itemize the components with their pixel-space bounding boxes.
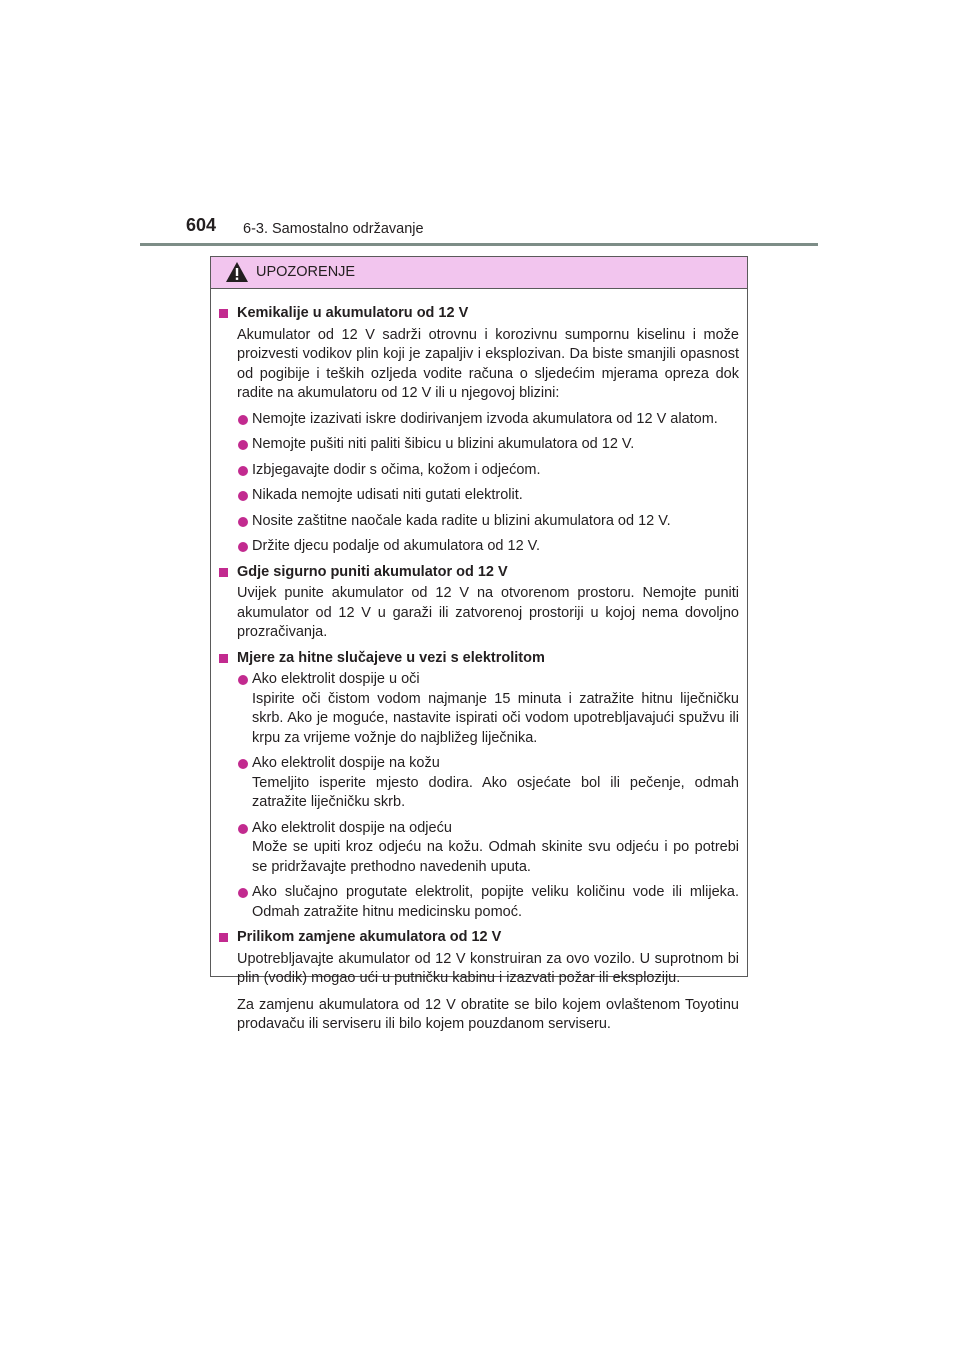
square-bullet-icon [219, 654, 228, 663]
section-title: 6-3. Samostalno održavanje [243, 221, 424, 237]
dot-bullet-icon [238, 517, 248, 527]
list-item: Nosite zaštitne naočale kada radite u blizini akumulatora od 12 V. [219, 512, 739, 532]
section-text: Za zamjenu akumulatora od 12 V obratite se bilo kojem ovlaštenom Toyotinu prodavaču ili serviseru ili bilo kojem pouzdanom serviseru. [237, 996, 739, 1032]
warning-triangle-icon [225, 261, 249, 283]
dot-bullet-icon [238, 542, 248, 552]
section-heading: Prilikom zamjene akumulatora od 12 V [219, 928, 739, 948]
dot-bullet-icon [238, 415, 248, 425]
page-header [186, 215, 826, 245]
dot-bullet-icon [238, 759, 248, 769]
list-item: Ako elektrolit dospije na kožu Temeljito isperite mjesto dodira. Ako osjećate bol ili pečenje, odmah zatražite liječničku skrb. [219, 754, 739, 813]
dot-bullet-icon [238, 675, 248, 685]
list-item: Ako slučajno progutate elektrolit, popijte veliku količinu vode ili mlijeka. Odmah zatražite hitnu medicinsku pomoć. [219, 883, 739, 922]
dot-bullet-icon [238, 888, 248, 898]
page-number: 604 [186, 215, 217, 235]
square-bullet-icon [219, 309, 228, 318]
warning-box [210, 256, 748, 1032]
square-bullet-icon [219, 568, 228, 577]
dot-bullet-icon [238, 466, 248, 476]
list-item: Ako elektrolit dospije u oči Ispirite oči čistom vodom najmanje 15 minuta i zatražite hitnu liječničku skrb. Ako je moguće, nastavite ispirati oči vodom upotrebljavajući spužvu ili krpu za vrijeme vožnje do najbližeg liječnika. [219, 670, 739, 748]
dot-bullet-icon [238, 440, 248, 450]
list-item: Nemojte pušiti niti paliti šibicu u blizini akumulatora od 12 V. [219, 435, 739, 455]
list-item: Nemojte izazivati iskre dodirivanjem izvoda akumulatora od 12 V alatom. [219, 410, 739, 430]
section-text: Uvijek punite akumulator od 12 V na otvorenom prostoru. Nemojte puniti akumulator od 12 V u garaži ili zatvorenoj prostoriji u kojoj nema dovoljno prozračivanja. [237, 585, 739, 640]
dot-bullet-icon [238, 491, 248, 501]
list-item: Izbjegavajte dodir s očima, kožom i odjećom. [219, 461, 739, 481]
section-text: Akumulator od 12 V sadrži otrovnu i korozivnu sumpornu kiselinu i može proizvesti vodikov plin koji je zapaljiv i eksplozivan. Da biste smanjili opasnost od pogibije i teških ozljeda vodite računa o sljedećim mjerama opreza dok radite na akumulatoru od 12 V ili u njegovoj blizini: [237, 326, 739, 401]
section-heading: Gdje sigurno puniti akumulator od 12 V [219, 563, 739, 583]
section-heading: Mjere za hitne slučajeve u vezi s elektrolitom [219, 649, 739, 669]
dot-bullet-icon [238, 824, 248, 834]
list-item: Držite djecu podalje od akumulatora od 12 V. [219, 537, 739, 557]
header-rule [140, 243, 818, 246]
section-text: Upotrebljavajte akumulator od 12 V konstruiran za ovo vozilo. U suprotnom bi plin (vodik) mogao ući u putničku kabinu i izazvati požar ili eksploziju. [237, 950, 739, 986]
square-bullet-icon [219, 933, 228, 942]
warning-body [211, 289, 747, 1035]
warning-header [211, 257, 747, 289]
section-heading: Kemikalije u akumulatoru od 12 V [219, 304, 739, 324]
list-item: Ako elektrolit dospije na odjeću Može se upiti kroz odjeću na kožu. Odmah skinite svu odjeću i po potrebi se pridržavajte prethodno navedenih uputa. [219, 819, 739, 878]
warning-label: UPOZORENJE [256, 264, 356, 280]
list-item: Nikada nemojte udisati niti gutati elektrolit. [219, 486, 739, 506]
